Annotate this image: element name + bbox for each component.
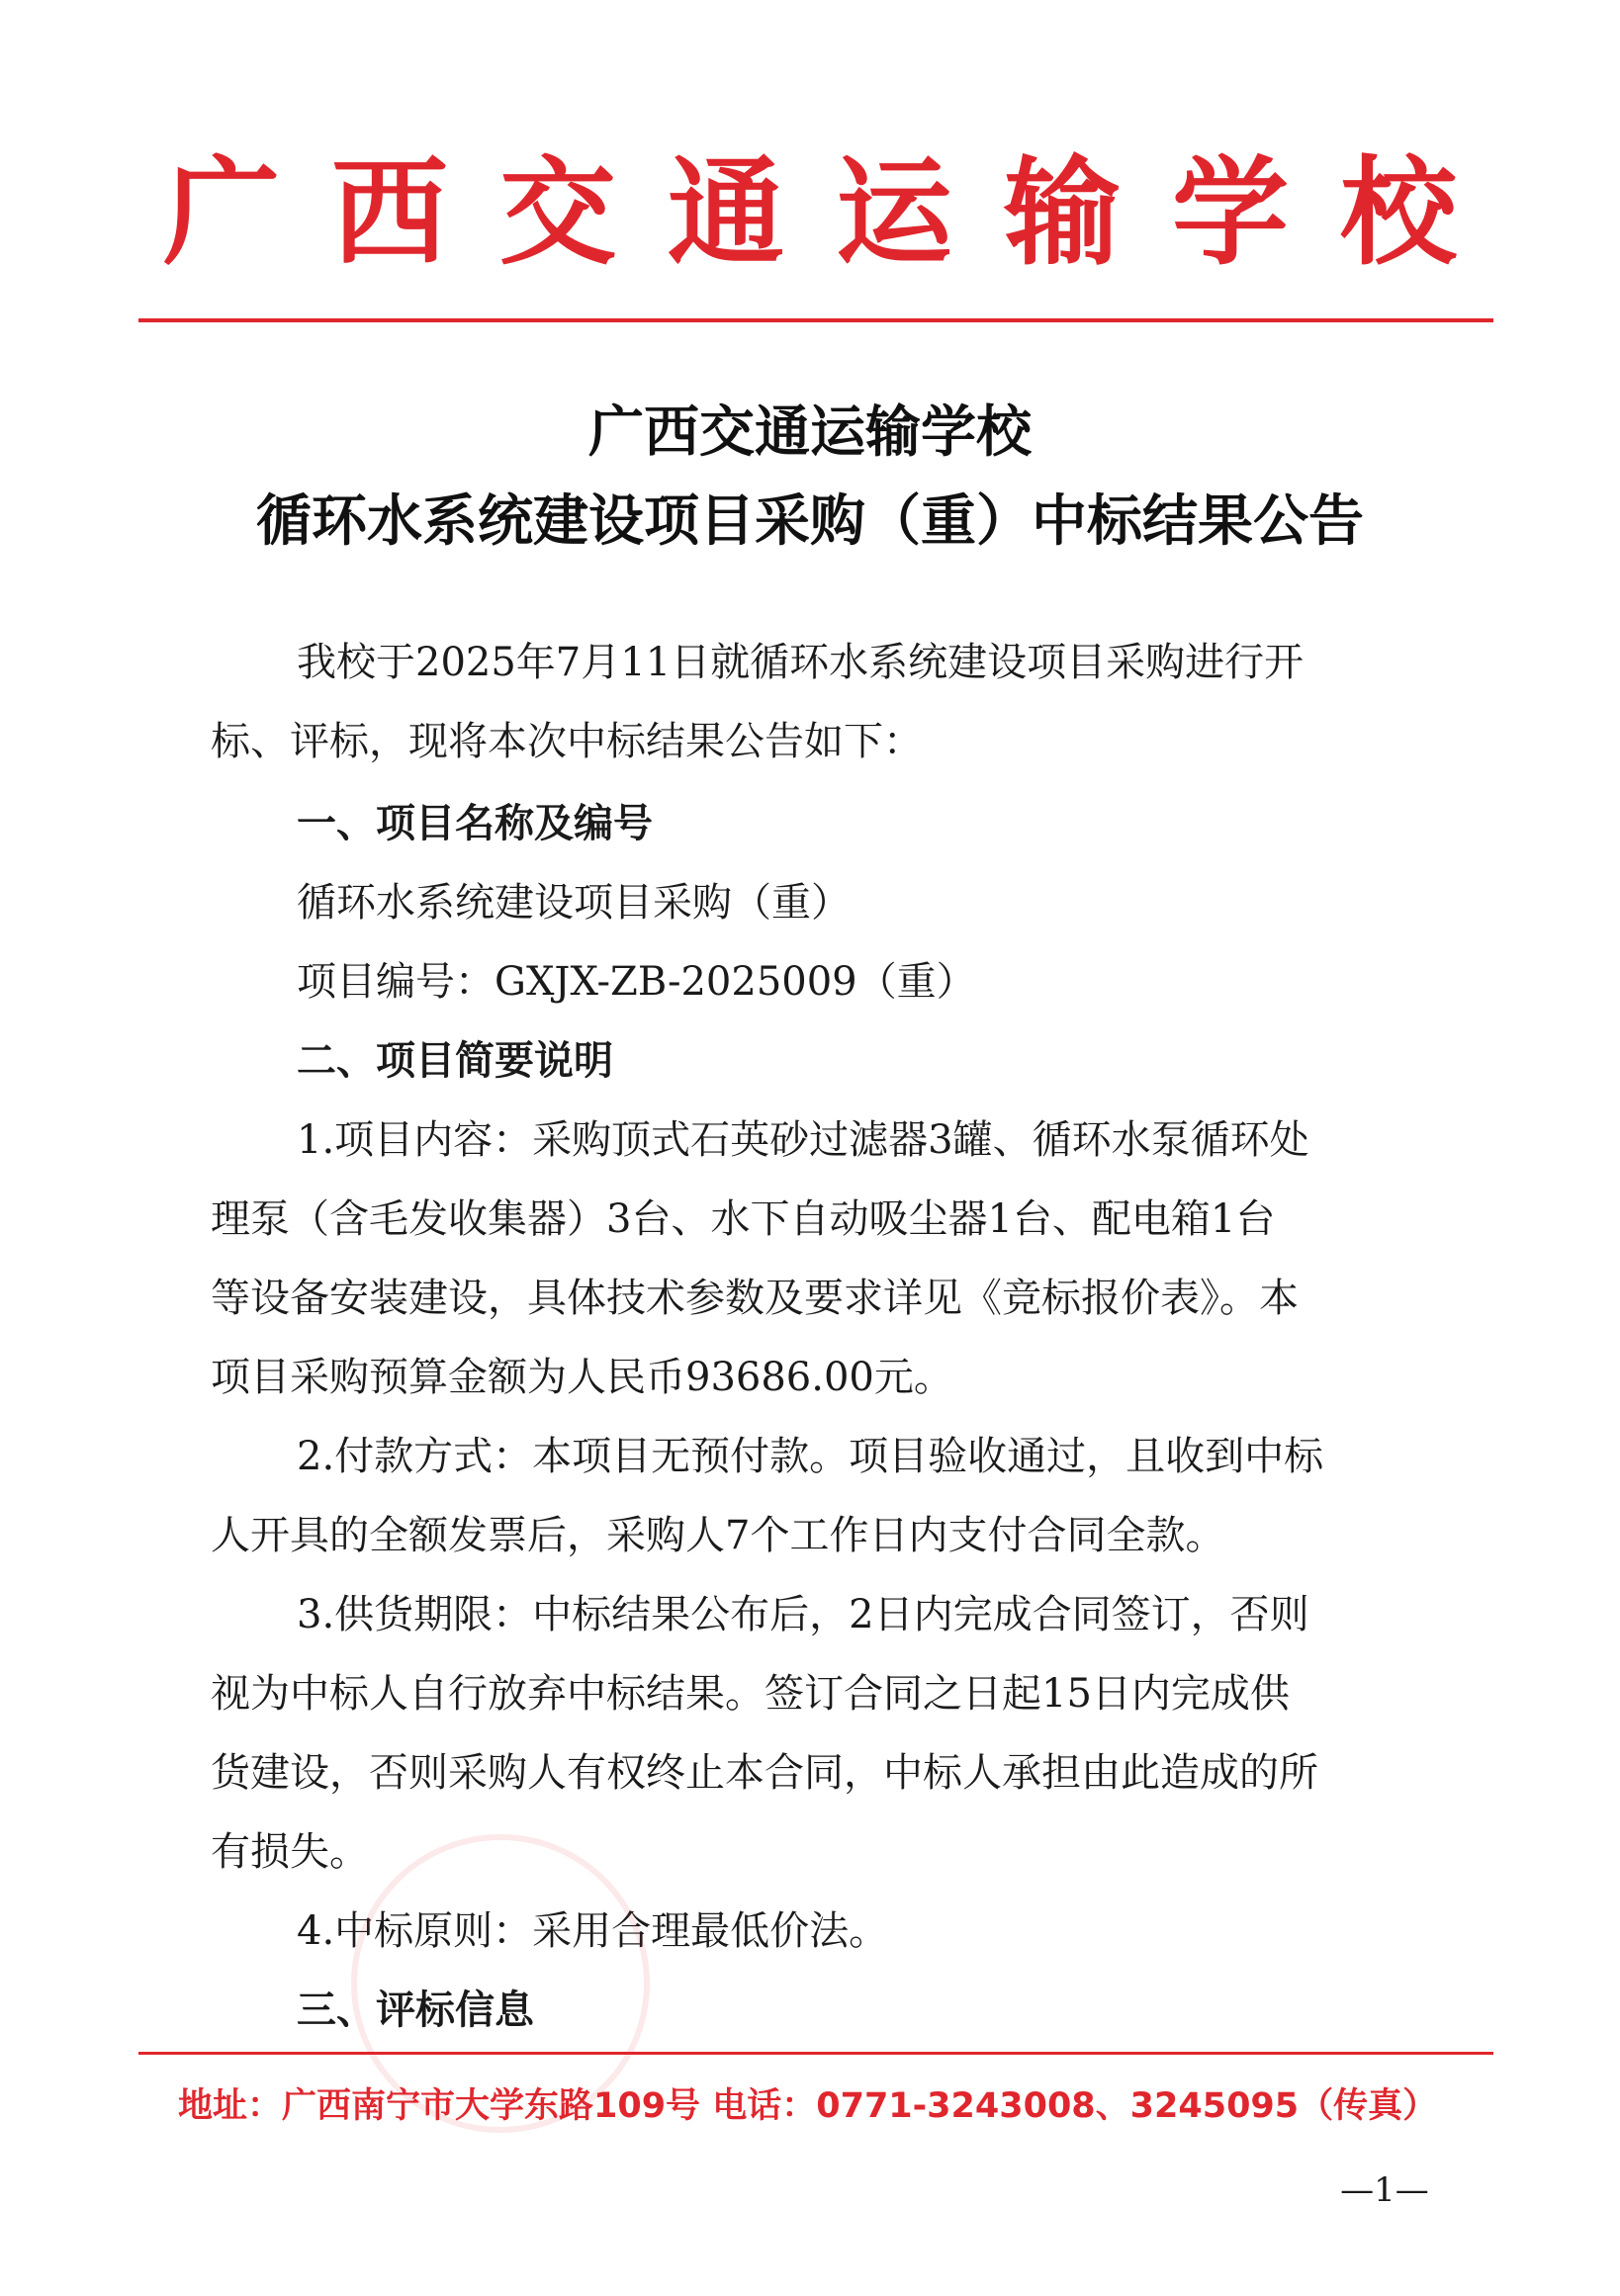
item1-line4: 项目采购预算金额为人民币93686.00元。 bbox=[211, 1355, 953, 1400]
item3-line1: 3.供货期限：中标结果公布后，2日内完成合同签订，否则 bbox=[297, 1592, 1309, 1637]
item2-line2: 人开具的全额发票后，采购人7个工作日内支付合同全款。 bbox=[211, 1513, 1225, 1558]
item1-line3: 等设备安装建设，具体技术参数及要求详见《竞标报价表》。本 bbox=[211, 1276, 1299, 1321]
footer-address: 地址：广西南宁市大学东路109号 电话：0771-3243008、3245095（传真） bbox=[178, 2086, 1438, 2126]
item1-line1: 1.项目内容：采购顶式石英砂过滤器3罐、循环水泵循环处 bbox=[297, 1117, 1309, 1163]
item4: 4.中标原则：采用合理最低价法。 bbox=[297, 1908, 889, 1954]
project-name: 循环水系统建设项目采购（重） bbox=[297, 880, 851, 926]
item3-line3: 货建设，否则采购人有权终止本合同，中标人承担由此造成的所 bbox=[211, 1750, 1318, 1796]
item1-line2: 理泵（含毛发收集器）3台、水下自动吸尘器1台、配电箱1台 bbox=[211, 1196, 1276, 1242]
item2-line1: 2.付款方式：本项目无预付款。项目验收通过，且收到中标 bbox=[297, 1434, 1324, 1479]
item3-line4: 有损失。 bbox=[211, 1829, 369, 1875]
footer-divider bbox=[138, 2052, 1493, 2055]
section3-heading: 三、评标信息 bbox=[297, 1987, 534, 2033]
intro-paragraph-line1: 我校于2025年7月11日就循环水系统建设项目采购进行开 bbox=[297, 640, 1305, 685]
section1-heading: 一、项目名称及编号 bbox=[297, 801, 653, 846]
item3-line2: 视为中标人自行放弃中标结果。签订合同之日起15日内完成供 bbox=[211, 1671, 1290, 1717]
page-number: —1— bbox=[1340, 2170, 1429, 2210]
intro-paragraph-line2: 标、评标，现将本次中标结果公告如下： bbox=[211, 719, 923, 764]
letterhead-org-name: 广西交通运输学校 bbox=[162, 143, 1508, 281]
letterhead-divider bbox=[138, 318, 1493, 322]
document-title-line1: 广西交通运输学校 bbox=[588, 400, 1032, 465]
document-title-line2: 循环水系统建设项目采购（重）中标结果公告 bbox=[256, 489, 1364, 554]
section2-heading: 二、项目简要说明 bbox=[297, 1038, 613, 1084]
project-number: 项目编号：GXJX-ZB-2025009（重） bbox=[297, 959, 976, 1005]
